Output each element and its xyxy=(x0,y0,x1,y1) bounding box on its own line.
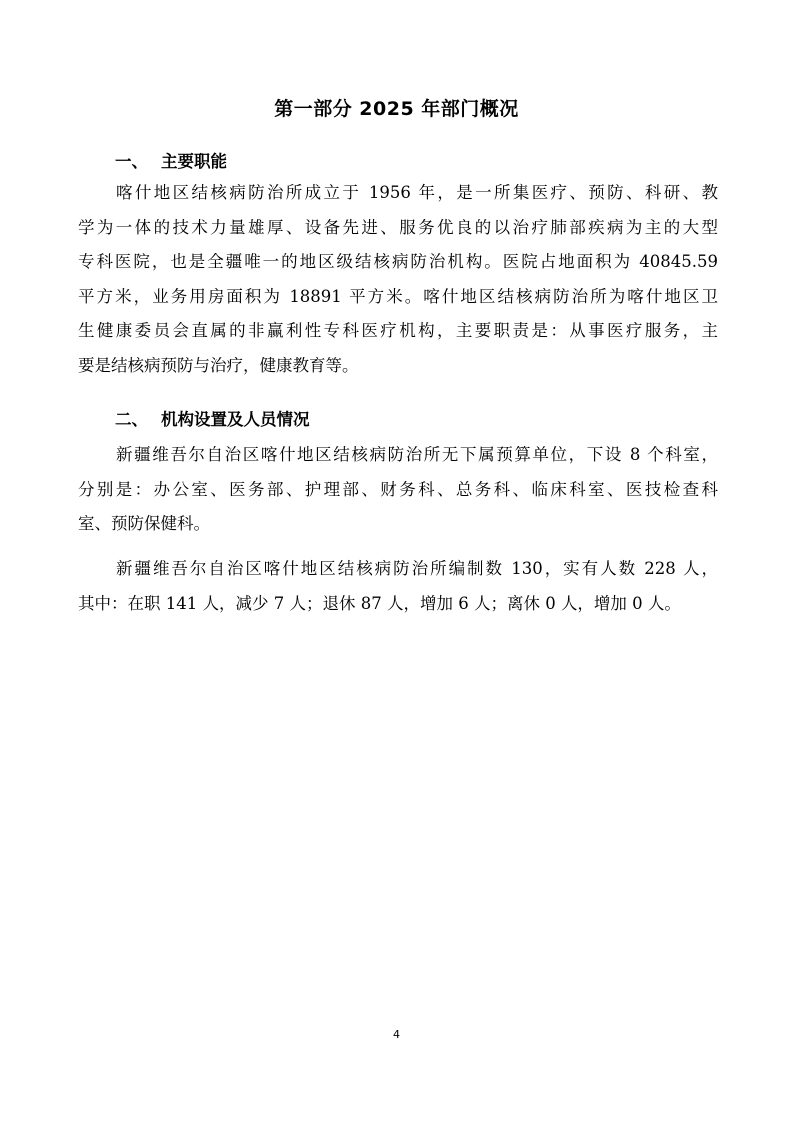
paragraph-departments xyxy=(78,438,718,542)
paragraph-line: 平方米，业务用房面积为 18891 平方米。喀什地区结核病防治所为喀什地区卫 xyxy=(78,286,718,306)
section-heading-organization xyxy=(115,407,310,433)
paragraph-line: 新疆维吾尔自治区喀什地区结核病防治所编制数 130，实有人数 228 人， xyxy=(116,559,718,578)
page-title: 第一部分 2025 年部门概况 xyxy=(274,98,519,120)
paragraph-line: 分别是：办公室、医务部、护理部、财务科、总务科、临床科室、医技检查科 xyxy=(78,479,718,499)
section-title: 主要职能 xyxy=(161,152,227,171)
paragraph-line: 其中：在职 141 人，减少 7 人；退休 87 人，增加 6 人；离休 0 人，增加 0 人。 xyxy=(78,593,681,613)
paragraph-line: 要是结核病预防与治疗，健康教育等。 xyxy=(78,355,359,375)
paragraph-line: 学为一体的技术力量雄厚、设备先进、服务优良的以治疗肺部疾病为主的大型 xyxy=(78,217,718,237)
paragraph-line: 新疆维吾尔自治区喀什地区结核病防治所无下属预算单位，下设 8 个科室， xyxy=(116,445,718,464)
paragraph-line: 生健康委员会直属的非赢利性专科医疗机构，主要职责是：从事医疗服务，主 xyxy=(78,321,718,340)
section-title: 机构设置及人员情况 xyxy=(161,410,310,429)
paragraph-main-functions xyxy=(78,176,718,383)
paragraph-line: 喀什地区结核病防治所成立于 1956 年，是一所集医疗、预防、科研、教 xyxy=(116,183,718,202)
page-number: 4 xyxy=(393,1028,400,1041)
section-heading-main-functions xyxy=(115,149,227,175)
section-number: 二、 xyxy=(115,410,148,429)
paragraph-line: 室、预防保健科。 xyxy=(78,514,210,533)
section-number: 一、 xyxy=(115,152,148,171)
paragraph-staffing xyxy=(78,552,718,621)
paragraph-line: 专科医院，也是全疆唯一的地区级结核病防治机构。医院占地面积为 40845.59 xyxy=(78,252,718,271)
